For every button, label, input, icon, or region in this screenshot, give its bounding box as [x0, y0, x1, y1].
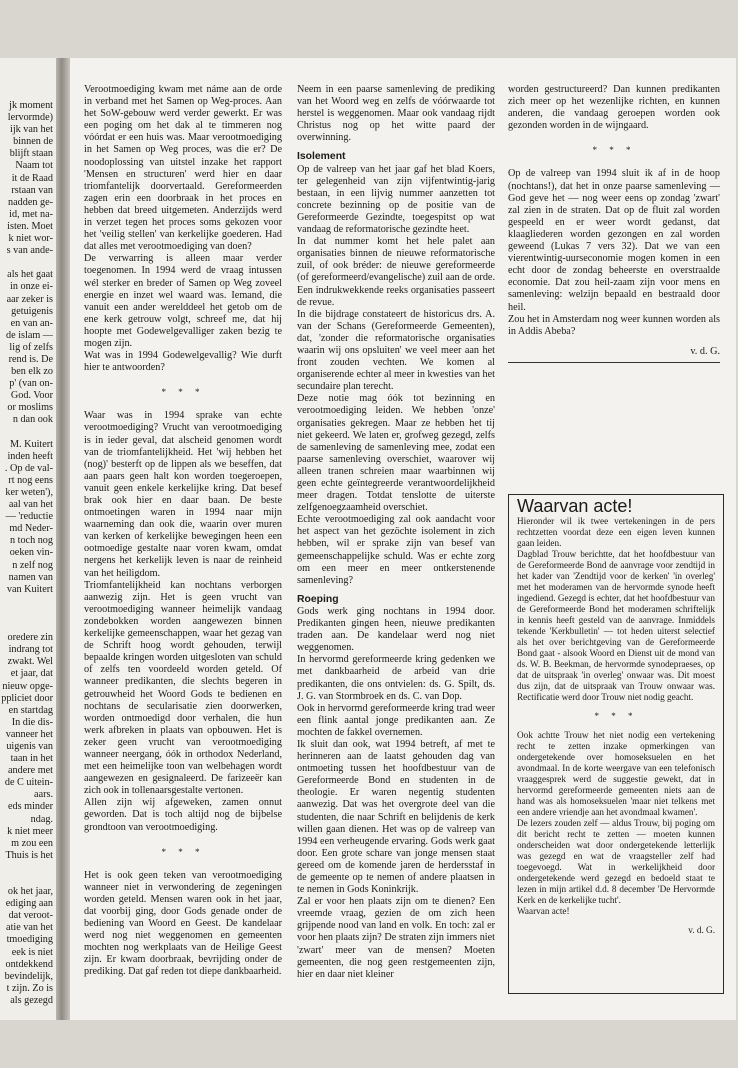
- paragraph: Het is ook geen teken van verootmoediging wanneer niet in verwondering de zegeningen worden geteld. Mensen waren ook in het jaar, dat voorbij ging, door Gods genade onder de bediening van Woord en Geest. De kandelaar werd nog niet weggenomen en gemeenten mochten nog werkplaats van de Heilige Geest zijn. Er kwam doorbraak, bevrijding onder de prediking. Dat gaf reden tot diepe dankbaarheid.: [84, 869, 282, 978]
- fragment-line: md Neder-: [9, 523, 53, 535]
- box-paragraph: Dagblad Trouw berichtte, dat het hoofdbestuur van de Gereformeerde Bond de aanvrage voor zendtijd in het kader van 'Zendtijd voor de kerken' 'in overleg' met het moderamen van de hervormde synode heeft ingediend. Gezegd is echter, dat het hoofdbestuur van de Gereformeerde Bond het moderamen schriftelijk in kennis heeft gesteld van de aanvrage. Inmiddels tekende 'Kerkbulletin' — tot heden uiterst selectief als het over berichtgeving van de Gereformeerde Bond gaat - alsook Woord en Dienst uit de mond van ds. W. B. Beekman, de hervormde synodepraeses, op dat de uitspraak 'in overleg' onwaar was. Dit moest dus zijn, dat de uitspraak van Trouw onwaar was. Rectificatie werd door Trouw niet nodig geacht.: [517, 549, 715, 702]
- box-title: Waarvan acte!: [517, 496, 633, 516]
- fragment-line: In die dis-: [11, 716, 53, 728]
- box-closing: Waarvan acte!: [517, 906, 570, 916]
- fragment-line: [0, 862, 53, 874]
- fragment-line: ppliciet door: [1, 692, 53, 704]
- paragraph: Allen zijn wij afgeweken, zamen onnut geworden. Dat is toch altijd nog de bijbelse grondtoon van verootmoediging.: [84, 797, 282, 833]
- paragraph: In hervormd gereformeerde kring gedenken we met dankbaarheid de arbeid van drie predikanten, die ons ontvielen: ds. G. Spilt, ds. J. G. van Stormbroek en ds. C. van Dop.: [297, 654, 495, 702]
- fragment-line: [0, 596, 53, 608]
- paragraph: Gods werk ging nochtans in 1994 door. Predikanten gingen heen, nieuwe predikanten traden aan. De kandelaar werd nog niet weggenomen.: [297, 605, 495, 654]
- fragment-line: aars.: [34, 789, 53, 801]
- fragment-line: vanneer het: [5, 728, 53, 740]
- fragment-line: tmoediging: [6, 934, 53, 946]
- signature: v. d. G.: [690, 345, 720, 357]
- left-page-edge: [0, 58, 56, 1020]
- column-3: [508, 84, 720, 363]
- fragment-line: binnen de: [13, 136, 53, 148]
- fragment-line: in onze ei-: [10, 281, 53, 293]
- fragment-line: [0, 427, 53, 439]
- fragment-line: n toch nog: [9, 535, 53, 547]
- fragment-line: aal van het: [8, 499, 53, 511]
- fragment-line: en startdag: [8, 704, 53, 716]
- paragraph: Op de valreep van 1994 sluit ik af in de hoop (nochtans!), dat het in onze paarse samenleving — God geve het — nog weer eens op zondag 'zwart' zal zien in de straten. Dat op de fluit zal worden gespeeld en er weer wordt gedanst, dat klaagliederen worden gezongen en zal worden geweend (Lukas 7 vers 32). Dat we van een vierentwintig-uurseconomie mogen komen in een echt door de zondag beheerste en overstraalde economie. Dat zou heil-zaam zijn voor mens en samenleving: welzijn bepaald en bestraald door heil.: [508, 168, 720, 313]
- paragraph: Zou het in Amsterdam nog weer kunnen worden als in Addis Abeba?: [508, 313, 720, 337]
- fragment-line: uigenis van: [6, 740, 53, 752]
- fragment-line: t zijn. Zo is: [6, 982, 53, 994]
- fragment-line: aar zeker is: [6, 293, 53, 305]
- fragment-line: bevindelijk,: [4, 970, 53, 982]
- fragment-line: s van ande-: [6, 245, 53, 257]
- fragment-line: ndag.: [30, 813, 53, 825]
- fragment-line: it de Raad: [11, 172, 53, 184]
- fragment-line: de islam —: [6, 329, 53, 341]
- fragment-line: et jaar, dat: [10, 668, 53, 680]
- paragraph: Waar was in 1994 sprake van echte verootmoediging? Vrucht van verootmoediging is in ieder geval, dat alscheid genomen wordt van de triomfantelijkheid. Het 'wij hebben het (nog)' besterft op de lippen als we beseffen, dat aan paars geen halt kon worden toegeroepen, vanuit geen enkele kerkelijke kring. Dat besef brak ook hier en daar baan. De beste ontmoetingen waren in 1994 naar mijn waarneming dan ook die, waarin over muren van kerken of kerkelijke bewegingen heen een ootmoedige gestalte naar voren kwam, omdat nergens het kerkelijk leven is naar de reinheid van het heiligdom.: [84, 410, 282, 579]
- paragraph: Triomfantelijkheid kan nochtans verborgen aanwezig zijn. Het is geen vrucht van verootmoediging wanneer heimelijk vandaag zondebokken worden aangewezen binnen kerkelijke gemeenschappen, waar het gezag van de Schrift hoog wordt gehouden, terwijl bepaalde kringen worden uitgesloten van schuld of zelfs ten voordeeld worden geteld. Of wanneer predikanten, die slechts begeren in getrouwheid het Woord Gods te bedienen en nochtans de secularisatie zien doorwerken, worden ontmoedigd door verhalen, die hun werk afbreken in plaats van opbouwen. Het is zeker geen vrucht van verootmoediging wanneer neergang, óók in orthodox Nederland, met een heimelijke toon van welbehagen wordt aangewezen en gesignaleerd. De farizeeër kan zich ook in tollenaarsgestalte vertonen.: [84, 579, 282, 797]
- fragment-line: en van an-: [10, 317, 53, 329]
- fragment-line: [0, 257, 53, 269]
- fragment-line: lervormde): [7, 112, 53, 124]
- fragment-line: taan in het: [10, 753, 53, 765]
- fragment-line: als gezegd: [10, 994, 53, 1006]
- fragment-line: rend is. De: [8, 353, 53, 365]
- paragraph: Verootmoediging kwam met náme aan de orde in verband met het Samen op Weg-proces. Aan het SoW-gebouw werd verder gewerkt. Er was een poging om het dak al te timmeren nog vóórdat er een huis was. Maar verootmoediging in het Samen op Weg proces, was die er? De noodoplossing van uitstel inzake het rapport 'Mensen en structuren' werd hier en daar triomfantelijk doorvertaald. Gereformeerden zagen erin een doorbraak in het proces en hebben dat breed uitgemeten. Anderzijds werd in verzet tegen het proces soms gekozen voor het 'veilig stellen' van kerkelijke goederen. Had dat alles met verootmoediging van doen?: [84, 84, 282, 253]
- box-signature: v. d. G.: [688, 925, 715, 935]
- fragment-line: als het gaat: [7, 269, 53, 281]
- fragment-line: n dan ook: [12, 414, 53, 426]
- column-1: [84, 84, 282, 979]
- paragraph: Deze notie mag óók tot bezinning en verootmoediging leiden. We hebben 'onze' organisaties gekregen. Maar ze hebben het tij niet gekeerd. We laten er, grofweg gezegd, zelfs de samenleving de samenleving mee, zodat een paarse samenleving overschiet, waarover wij alleen tranen schreien maar waarbinnen wij geen echte geïntegreerde verantwoordelijkheid meer dragen. Totdat tenslotte de uiterste zelfgenoegzaamheid overschiet.: [297, 393, 495, 514]
- paragraph: De verwarring is alleen maar verder toegenomen. In 1994 werd de vraag intussen wél sterker en breder of Samen op Weg zoveel energie en inzet wel waard was. Iemand, die vanuit een ander werelddeel het getob om de ene kerk getrouw volgt, schreef me, dat hij hoopte met Godewelgevalliger zaken bezig te mogen zijn.: [84, 253, 282, 349]
- fragment-line: m zou een: [11, 837, 53, 849]
- fragment-line: Naam tot: [15, 160, 53, 172]
- fragment-line: k niet wor-: [8, 233, 53, 245]
- fragment-line: blijft staan: [9, 148, 53, 160]
- fragment-line: nieuw opge-: [2, 680, 53, 692]
- column-2: [297, 84, 495, 981]
- fragment-line: rt nog eens: [8, 474, 53, 486]
- section-separator: * * *: [161, 387, 205, 398]
- paragraph: Ook in hervormd gereformeerde kring trad weer een flink aantal jonge predikanten aan. Ze mochten de fakkel overnemen.: [297, 702, 495, 738]
- fragment-line: oeken vin-: [9, 547, 53, 559]
- fragment-line: dat veroot-: [8, 910, 53, 922]
- fragment-line: ijk van het: [9, 124, 53, 136]
- section-separator: * * *: [594, 711, 638, 721]
- fragment-line: ben elk zo: [11, 366, 53, 378]
- fragment-line: de C uitein-: [4, 777, 53, 789]
- left-page-fragments: [0, 100, 56, 1007]
- fragment-line: or moslims: [7, 402, 53, 414]
- fragment-line: van Kuitert: [6, 583, 53, 595]
- waarvan-acte-box: [508, 494, 724, 994]
- fragment-line: ok het jaar,: [7, 886, 53, 898]
- box-paragraph: Ook achtte Trouw het niet nodig een vertekening recht te zetten inzake opmerkingen van ondergetekende over homoseksuelen en het avondmaal. In de korte weergave van een telefonisch vraaggesprek werd de suggestie gewekt, dat in hervormd gereformeerde gemeenten niets aan de hand was als homoseksuelen 'maar niet telkens met een andere vriendje aan het avondmaal kwamen'.: [517, 730, 715, 817]
- paragraph: Ik sluit dan ook, wat 1994 betreft, af met te herinneren aan de laatst gehouden dag van ontmoeting tussen het hoofdbestuur van de Gereformeerde Bond en studenten in de theologie. Er waren negentig studenten aanwezig. Dat was het overgrote deel van die studenten, die naar Schrift en belijdenis de kerk willen gaan dienen. Het was op de valreep van 1994 een verheugende ervaring. Gods werk gaat door. Een grote schare van jonge mensen staat gereed om de komende jaren de herdersstaf in de gemeente op te nemen of andere plaatsen in te nemen in Gods Koninkrijk.: [297, 738, 495, 896]
- fragment-line: [0, 620, 53, 632]
- fragment-line: inden heeft: [7, 450, 53, 462]
- fragment-line: k niet meer: [7, 825, 53, 837]
- divider-rule: [508, 362, 720, 363]
- fragment-line: God. Voor: [10, 390, 53, 402]
- paragraph: In dat nummer komt het hele palet aan organisaties binnen de nieuwe reformatorische zuil, of ook bréder: de nieuwe gereformeerde (of gereformeerd/evangelische) zuil aan de orde. Een indrukwekkende reeks organisaties passeert de revue.: [297, 236, 495, 308]
- paragraph: Wat was in 1994 Godewelgevallig? Wie durft hier te antwoorden?: [84, 350, 282, 374]
- fragment-line: n zelf nog: [12, 559, 53, 571]
- fragment-line: ker weten'),: [5, 487, 53, 498]
- fragment-line: Thuis is het: [5, 849, 53, 861]
- fragment-line: jk moment: [9, 100, 53, 111]
- fragment-line: namen van: [8, 571, 53, 583]
- fragment-line: getuigenis: [11, 305, 53, 317]
- fragment-line: andere met: [8, 765, 53, 777]
- section-heading: Isolement: [297, 151, 346, 163]
- fragment-line: rstaan van: [11, 184, 53, 196]
- fragment-line: atie van het: [6, 922, 53, 934]
- fragment-line: zwakt. Wel: [7, 656, 53, 668]
- paragraph: Neem in een paarse samenleving de prediking van het Woord weg en zelfs de vóórwaarde tot herstel is weggenomen. Maar ook vandaag rijdt Christus nog op het witte paard der overwinning.: [297, 84, 495, 144]
- fragment-line: isten. Moet: [7, 220, 53, 232]
- paragraph: worden gestructureerd? Dan kunnen predikanten zich meer op het wezenlijke richten, en kunnen anderen, die vandaag geroepen worden ook gezonden worden in de wijngaard.: [508, 84, 720, 132]
- fragment-line: p' (van on-: [9, 378, 53, 390]
- paragraph: In die bijdrage constateert de historicus drs. A. van der Schans (Gereformeerde Gemeenten), dat, 'zonder die reformatorische organisaties waarin wij ons opsluiten' we veel meer aan het front zouden vechten. We komen al organiserende echter al meer in kwesties van het secundaire plan terecht.: [297, 308, 495, 393]
- fragment-line: indrang tot: [8, 644, 53, 656]
- fragment-line: eek is niet: [11, 946, 53, 958]
- fragment-line: ediging aan: [5, 898, 53, 910]
- paragraph: Op de valreep van het jaar gaf het blad Koers, ter gelegenheid van zijn vijfentwintig-jarig bestaan, in een lijvig nummer aanzetten tot concrete bezinning op de positie van de Gereformeerde Gezindte, toegespitst op wat vandaag de reformatorische gezindte heet.: [297, 163, 495, 236]
- fragment-line: [0, 874, 53, 886]
- fragment-line: id, met na-: [9, 208, 53, 220]
- section-separator: * * *: [161, 846, 205, 857]
- fragment-line: oredere zin: [7, 632, 53, 644]
- fragment-line: [0, 608, 53, 620]
- fragment-line: lig of zelfs: [9, 341, 53, 353]
- fragment-line: ontdekkend: [5, 958, 53, 970]
- box-paragraph: Hieronder wil ik twee vertekeningen in de pers rechtzetten voordat deze een eigen leven kunnen gaan leiden.: [517, 516, 715, 548]
- section-heading: Roeping: [297, 593, 339, 605]
- fragment-line: M. Kuitert: [9, 438, 53, 450]
- fragment-line: — 'reductie: [5, 511, 53, 523]
- box-paragraph: De lezers zouden zelf — aldus Trouw, bij poging om dit bericht recht te zetten — moeten kunnen onderscheiden wat door ondergetekende letterlijk was gezegd en wat de vraagsteller zelf had toegevoegd. Wat in werkelijkheid door ondergetekende werd gezegd en bedoeld staat te lezen in mijn artikel d.d. 8 december 'De Hervormde Kerk en de kerkelijke tucht'.: [517, 818, 715, 905]
- section-separator: * * *: [592, 145, 636, 156]
- paragraph: Zal er voor hen plaats zijn om te dienen? Een vreemde vraag, gezien de om zich heen grijpende nood van land en volk. En toch: zal er voor hen plaats zijn? De straten zijn immers niet 'zwart' meer van de mensen? Moeten gemeenten, die nog geen restgemeenten zijn, hier en daar niet kleiner: [297, 896, 495, 980]
- book-gutter: [56, 58, 70, 1020]
- paragraph: Echte verootmoediging zal ook aandacht voor het aspect van het gezöchte isolement in zich hebben, wil er sprake zijn van besef van gemeenschappelijke schuld. Was er echte zorg om een meer en meer ontkerstenende samenleving?: [297, 514, 495, 586]
- fragment-line: . Op de val-: [4, 462, 53, 474]
- fragment-line: eds minder: [8, 801, 53, 813]
- fragment-line: nadden ge-: [8, 196, 53, 208]
